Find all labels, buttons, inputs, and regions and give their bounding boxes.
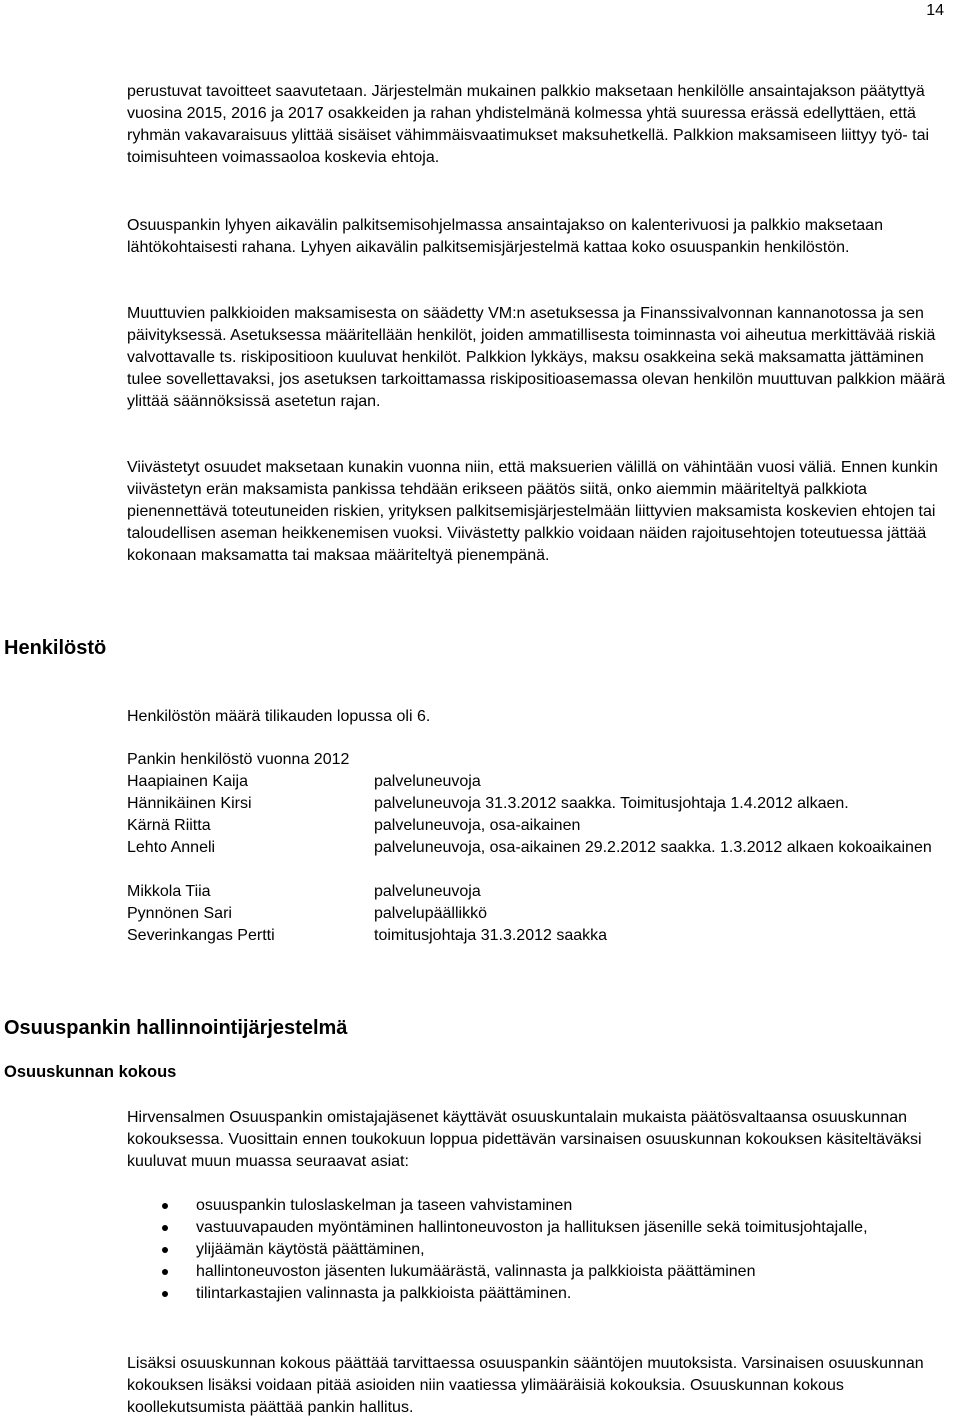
bullet-icon [162, 1247, 168, 1253]
paragraph-variable-pay-regulation [127, 303, 957, 413]
list-item-text: osuuspankin tuloslaskelman ja taseen vahvistaminen [196, 1197, 573, 1214]
paragraph-text: Osuuspankin lyhyen aikavälin palkitsemisohjelmassa ansaintajakso on kalenterivuosi ja palkkio maksetaan lähtökohtaisesti rahana. Lyhyen aikavälin palkitsemisjärjestelmä kattaa koko osuuspankin henkilöstön. [127, 217, 883, 256]
list-item [127, 1217, 957, 1239]
heading-henkilosto: Henkilöstö [4, 637, 107, 659]
staff-role: palveluneuvoja 31.3.2012 saakka. Toimitusjohtaja 1.4.2012 alkaen. [374, 795, 849, 812]
paragraph-text: Muuttuvien palkkioiden maksamisesta on säädetty VM:n asetuksessa ja Finanssivalvonnan kannanotossa ja sen päivityksessä. Asetuksessa määritellään henkilöt, joiden ammatillisesta toiminnasta voi aiheutua merkittävää riskiä valvottavalle ts. riskipositioon kuuluvat henkilöt. Palkkion lykkäys, maksu osakkeina sekä maksamatta jättäminen tulee sovellettavaksi, jos asetuksen tarkoittamassa riskipositioasemassa olevan henkilön muuttuvan palkkion määrä ylittää säännöksissä asetetun rajan. [127, 305, 946, 410]
paragraph-text: Hirvensalmen Osuuspankin omistajajäsenet käyttävät osuuskuntalain mukaista päätösvaltaansa osuuskunnan kokouksessa. Vuosittain ennen toukokuun loppua pidettävän varsinaisen osuuskunnan kokouksen käsiteltäväksi kuuluvat muun muassa seuraavat asiat: [127, 1109, 922, 1170]
staff-name: Kärnä Riitta [127, 817, 211, 834]
paragraph-remuneration-intro [127, 81, 957, 169]
staff-count-text: Henkilöstön määrä tilikauden lopussa oli 6. [127, 708, 431, 725]
staff-list-title: Pankin henkilöstö vuonna 2012 [127, 751, 350, 768]
bullet-icon [162, 1269, 168, 1275]
list-item [127, 1283, 957, 1305]
bullet-icon [162, 1203, 168, 1209]
heading-hallinnointijarjestelma: Osuuspankin hallinnointijärjestelmä [4, 1017, 348, 1039]
staff-count [127, 706, 957, 728]
staff-name: Severinkangas Pertti [127, 927, 275, 944]
staff-name: Mikkola Tiia [127, 883, 211, 900]
bullet-icon [162, 1291, 168, 1297]
page-number: 14 [926, 2, 944, 19]
list-item [127, 1261, 957, 1283]
staff-name: Lehto Anneli [127, 839, 216, 856]
meeting-agenda-list [127, 1195, 957, 1305]
paragraph-text: perustuvat tavoitteet saavutetaan. Järjestelmän mukainen palkkio maksetaan henkilölle ansaintajakson päätyttyä vuosina 2015, 2016 ja 2017 osakkeiden ja rahan yhdistelmänä kolmessa yhtä suuressa erässä edellyttäen, että ryhmän vakavaraisuus ylittää sisäiset vähimmäisvaatimukset maksuhetkellä. Palkkion maksamiseen liittyy työ- tai toimisuhteen voimassaoloa koskevia ehtoja. [127, 83, 930, 166]
staff-role: palveluneuvoja, osa-aikainen 29.2.2012 saakka. 1.3.2012 alkaen kokoaikainen [374, 839, 932, 856]
paragraph-deferred-payments [127, 457, 957, 567]
paragraph-meeting-closing [127, 1353, 957, 1419]
list-item [127, 1195, 957, 1217]
staff-name: Pynnönen Sari [127, 905, 232, 922]
list-item-text: ylijäämän käytöstä päättäminen, [196, 1241, 425, 1258]
staff-name: Hännikäinen Kirsi [127, 795, 252, 812]
paragraph-text: Viivästetyt osuudet maksetaan kunakin vuonna niin, että maksuerien välillä on vähintään vuosi väliä. Ennen kunkin viivästetyn erän maksamista pankissa tehdään erikseen päätös siitä, onko aiemmin määriteltyä palkkiota pienennettävä toteutuneiden riskien, yrityksen palkitsemisjärjestelmään liittyvien maksamista koskevien ehtojen tai taloudellisen aseman heikkenemisen vuoksi. Viivästetty palkkio voidaan näiden rajoitusehtojen toteutuessa jättää kokonaan maksamatta tai maksaa määriteltyä pienempänä. [127, 459, 938, 564]
staff-role: palveluneuvoja, osa-aikainen [374, 817, 581, 834]
staff-name: Haapiainen Kaija [127, 773, 248, 790]
paragraph-text: Lisäksi osuuskunnan kokous päättää tarvittaessa osuuspankin sääntöjen muutoksista. Varsinaisen osuuskunnan kokouksen lisäksi voidaan pitää asioiden niin vaatiessa ylimääräisiä kokouksia. Osuuskunnan kokous koollekutsumista päättää pankin hallitus. [127, 1355, 924, 1416]
staff-role: palveluneuvoja [374, 773, 481, 790]
list-item-text: hallintoneuvoston jäsenten lukumäärästä, valinnasta ja palkkioista päättäminen [196, 1263, 756, 1280]
paragraph-short-term-scheme [127, 215, 957, 259]
staff-role: toimitusjohtaja 31.3.2012 saakka [374, 927, 608, 944]
paragraph-meeting-intro [127, 1107, 957, 1173]
list-item-text: tilintarkastajien valinnasta ja palkkioista päättäminen. [196, 1285, 572, 1302]
staff-role: palveluneuvoja [374, 883, 481, 900]
list-item-text: vastuuvapauden myöntäminen hallintoneuvoston ja hallituksen jäsenille sekä toimitusjohtajalle, [196, 1219, 868, 1236]
staff-role: palvelupäällikkö [374, 905, 487, 922]
bullet-icon [162, 1225, 168, 1231]
subheading-osuuskunnan-kokous: Osuuskunnan kokous [4, 1063, 177, 1081]
list-item [127, 1239, 957, 1261]
